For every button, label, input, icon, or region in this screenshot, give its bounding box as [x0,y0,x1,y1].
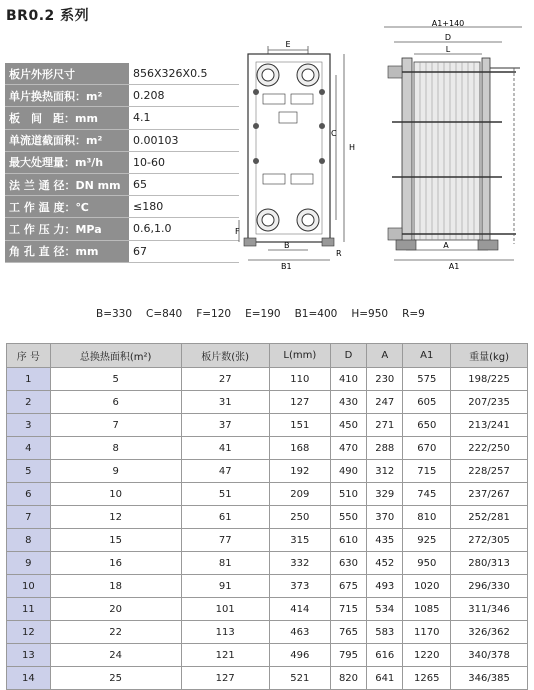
table-row [7,460,528,483]
table-cell: 795 [330,644,366,667]
spec-row [5,173,239,195]
table-cell: 1020 [403,575,451,598]
spec-row [5,151,239,173]
label-b1: B1 [281,262,292,271]
table-cell: 575 [403,368,451,391]
table-cell: 192 [269,460,330,483]
table-cell: 22 [50,621,181,644]
table-cell: 37 [181,414,269,437]
table-row [7,644,528,667]
table-cell: 765 [330,621,366,644]
table-cell: 198/225 [451,368,528,391]
spec-label: 单片换热面积：m² [5,85,129,107]
table-row [7,506,528,529]
table-cell: 332 [269,552,330,575]
table-cell: 315 [269,529,330,552]
table-cell: 493 [367,575,403,598]
spec-label: 单流道截面积：m² [5,129,129,151]
spec-value: 65 [129,173,239,195]
table-cell: 13 [7,644,51,667]
table-cell: 2 [7,391,51,414]
table-cell: 7 [50,414,181,437]
table-cell: 61 [181,506,269,529]
table-cell: 3 [7,414,51,437]
column-header: L(mm) [269,344,330,368]
table-cell: 14 [7,667,51,690]
column-header: D [330,344,366,368]
table-cell: 605 [403,391,451,414]
table-cell: 11 [7,598,51,621]
dimension-value: C=840 [146,308,183,320]
page-title: BR0.2 系列 [6,8,90,24]
table-cell: 91 [181,575,269,598]
table-cell: 534 [367,598,403,621]
spec-row [5,85,239,107]
spec-row [5,218,239,240]
dimension-summary [96,308,439,320]
table-row [7,667,528,690]
model-table [6,343,528,690]
spec-value: 0.6,1.0 [129,218,239,240]
table-cell: 18 [50,575,181,598]
table-cell: 20 [50,598,181,621]
table-cell: 247 [367,391,403,414]
table-cell: 110 [269,368,330,391]
table-cell: 272/305 [451,529,528,552]
spec-value: 10-60 [129,151,239,173]
spec-label: 工 作 温 度：℃ [5,196,129,218]
table-cell: 24 [50,644,181,667]
table-row [7,414,528,437]
table-cell: 77 [181,529,269,552]
table-row [7,391,528,414]
table-cell: 583 [367,621,403,644]
column-header: 总换热面积(m²) [50,344,181,368]
table-cell: 237/267 [451,483,528,506]
dimension-value: R=9 [402,308,425,320]
table-cell: 496 [269,644,330,667]
label-b: B [284,241,290,250]
table-cell: 490 [330,460,366,483]
table-cell: 311/346 [451,598,528,621]
table-cell: 4 [7,437,51,460]
spec-label: 板片外形尺寸 [5,63,129,85]
table-cell: 51 [181,483,269,506]
label-e: E [285,40,291,49]
table-cell: 1220 [403,644,451,667]
table-cell: 630 [330,552,366,575]
table-row [7,575,528,598]
table-cell: 213/241 [451,414,528,437]
table-cell: 373 [269,575,330,598]
table-cell: 745 [403,483,451,506]
table-row [7,529,528,552]
table-cell: 168 [269,437,330,460]
table-cell: 340/378 [451,644,528,667]
table-cell: 616 [367,644,403,667]
spec-row [5,129,239,151]
table-cell: 127 [181,667,269,690]
table-cell: 252/281 [451,506,528,529]
label-c: C [331,129,337,138]
table-cell: 12 [7,621,51,644]
label-r: R [336,249,342,258]
table-cell: 550 [330,506,366,529]
spec-row [5,196,239,218]
table-cell: 410 [330,368,366,391]
table-cell: 250 [269,506,330,529]
table-cell: 280/313 [451,552,528,575]
table-row [7,598,528,621]
table-cell: 6 [50,391,181,414]
table-cell: 329 [367,483,403,506]
table-cell: 209 [269,483,330,506]
column-header: 板片数(张) [181,344,269,368]
table-cell: 312 [367,460,403,483]
table-cell: 288 [367,437,403,460]
spec-label: 工 作 压 力：MPa [5,218,129,240]
table-cell: 370 [367,506,403,529]
table-cell: 230 [367,368,403,391]
label-d: D [444,33,452,42]
table-cell: 121 [181,644,269,667]
table-cell: 521 [269,667,330,690]
dimension-value: B=330 [96,308,133,320]
table-cell: 1170 [403,621,451,644]
table-cell: 271 [367,414,403,437]
spec-label: 板 间 距：mm [5,107,129,129]
table-cell: 41 [181,437,269,460]
table-cell: 101 [181,598,269,621]
table-cell: 715 [403,460,451,483]
dimension-value: B1=400 [294,308,338,320]
table-cell: 12 [50,506,181,529]
table-cell: 820 [330,667,366,690]
table-cell: 326/362 [451,621,528,644]
table-cell: 5 [50,368,181,391]
table-cell: 715 [330,598,366,621]
table-row [7,437,528,460]
table-cell: 670 [403,437,451,460]
table-cell: 1085 [403,598,451,621]
spec-row [5,107,239,129]
spec-label: 法 兰 通 径：DN mm [5,173,129,195]
dimension-value: E=190 [245,308,281,320]
spec-row [5,63,239,85]
table-cell: 470 [330,437,366,460]
table-cell: 127 [269,391,330,414]
table-cell: 435 [367,529,403,552]
spec-value: 67 [129,240,239,262]
table-cell: 222/250 [451,437,528,460]
table-cell: 5 [7,460,51,483]
column-header: A [367,344,403,368]
table-cell: 610 [330,529,366,552]
table-cell: 27 [181,368,269,391]
table-cell: 47 [181,460,269,483]
spec-value: 4.1 [129,107,239,129]
table-cell: 10 [7,575,51,598]
spec-value: ≤180 [129,196,239,218]
spec-value: 0.00103 [129,129,239,151]
table-cell: 113 [181,621,269,644]
table-cell: 1265 [403,667,451,690]
column-header: 重量(kg) [451,344,528,368]
table-cell: 810 [403,506,451,529]
spec-value: 0.208 [129,85,239,107]
spec-label: 角 孔 直 径：mm [5,240,129,262]
table-cell: 15 [50,529,181,552]
spec-row [5,240,239,262]
table-cell: 641 [367,667,403,690]
spec-table [5,63,239,263]
table-cell: 8 [50,437,181,460]
table-cell: 6 [7,483,51,506]
table-cell: 463 [269,621,330,644]
table-cell: 414 [269,598,330,621]
label-f: F [235,227,240,236]
label-a1-140: A1+140 [431,19,465,28]
table-cell: 650 [403,414,451,437]
table-cell: 207/235 [451,391,528,414]
dimension-value: F=120 [196,308,232,320]
table-cell: 31 [181,391,269,414]
table-cell: 151 [269,414,330,437]
table-cell: 296/330 [451,575,528,598]
dimension-value: H=950 [351,308,389,320]
table-cell: 346/385 [451,667,528,690]
front-view-drawing [236,36,366,271]
table-row [7,368,528,391]
table-cell: 9 [7,552,51,575]
table-cell: 9 [50,460,181,483]
table-cell: 7 [7,506,51,529]
table-cell: 8 [7,529,51,552]
table-cell: 450 [330,414,366,437]
label-a: A [443,241,449,250]
table-cell: 81 [181,552,269,575]
label-a1: A1 [448,262,460,271]
column-header: 序 号 [7,344,51,368]
side-view-drawing [374,19,530,272]
label-l: L [445,45,451,54]
column-header: A1 [403,344,451,368]
table-row [7,483,528,506]
table-cell: 1 [7,368,51,391]
table-cell: 925 [403,529,451,552]
spec-value: 856X326X0.5 [129,63,239,85]
label-h: H [349,143,356,152]
table-cell: 510 [330,483,366,506]
spec-label: 最大处理量：m³/h [5,151,129,173]
table-cell: 675 [330,575,366,598]
table-cell: 228/257 [451,460,528,483]
table-cell: 10 [50,483,181,506]
table-cell: 430 [330,391,366,414]
table-cell: 16 [50,552,181,575]
table-cell: 950 [403,552,451,575]
table-row [7,552,528,575]
table-cell: 25 [50,667,181,690]
table-row [7,621,528,644]
table-cell: 452 [367,552,403,575]
